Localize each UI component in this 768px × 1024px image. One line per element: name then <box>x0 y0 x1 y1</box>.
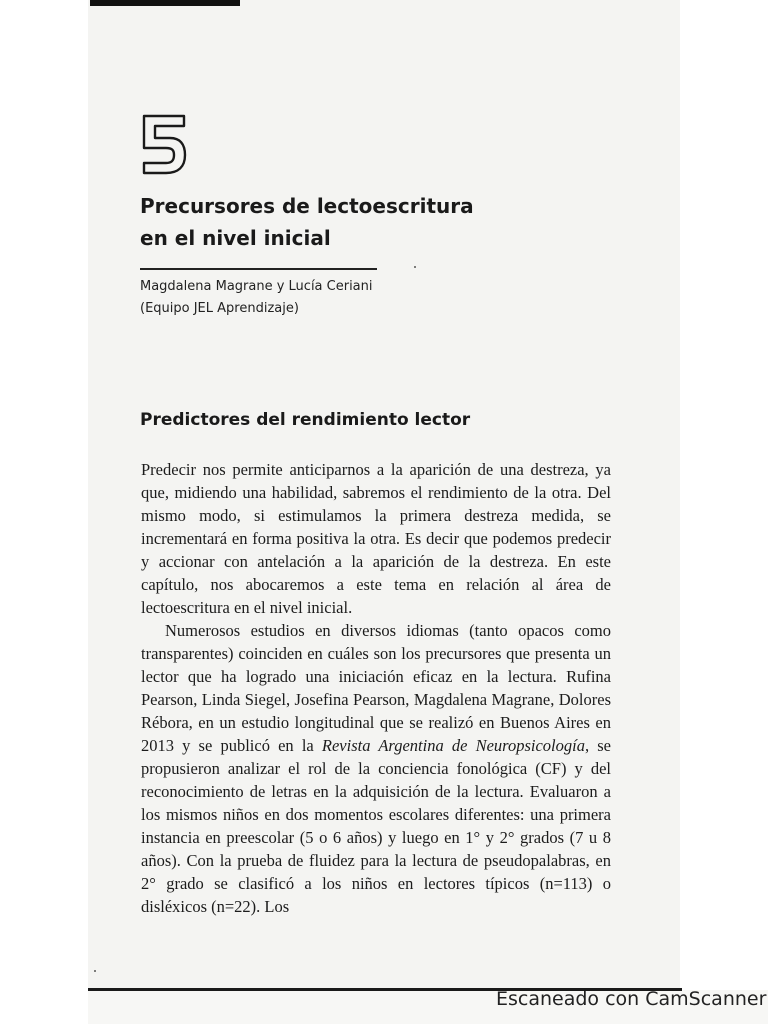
body-text <box>141 458 611 918</box>
authors-block <box>140 276 540 320</box>
scan-speck <box>414 266 416 268</box>
author-team: (Equipo JEL Aprendizaje) <box>140 301 299 316</box>
left-margin <box>0 0 88 1024</box>
paragraph-2-end: , se propusieron analizar el rol de la conciencia fonológica (CF) y del reconocimiento de letras en la adquisición de la lectura. Evaluaron a los mismos niños en dos momentos escolares diferentes: una primera instancia en preescolar (5 o 6 años) y luego en 1° y 2° grados (7 u 8 años). Con la prueba de fluidez para la lectura de pseudopalabras, en 2° grado se clasificó a los niños en lectores típicos (n=113) o disléxicos (n=22). Los <box>141 736 612 916</box>
chapter-title-line-2: en el nivel inicial <box>140 226 331 250</box>
right-margin <box>680 0 768 990</box>
chapter-number-glyph <box>140 112 188 176</box>
paragraph-2 <box>141 619 611 918</box>
paragraph-2-start: Numerosos estudios en diversos idiomas (tanto opacos como transparentes) coinciden en cuáles son los precursores que presenta un lector que ha logrado una iniciación eficaz en la lectura. Rufina Pearson, Linda Siegel, Josefina Pearson, Magdalena Magrane, Dolores Rébora, en un estudio longitudinal que se realizó en Buenos Aires en 2013 y se publicó en la <box>141 621 611 755</box>
scan-edge-top <box>90 0 240 6</box>
title-divider <box>140 268 377 270</box>
chapter-number <box>140 112 188 176</box>
scan-speck <box>94 970 96 972</box>
paragraph-1: Predecir nos permite anticiparnos a la aparición de una destreza, ya que, midiendo una habilidad, sabremos el rendimiento de la otra. Del mismo modo, si estimulamos la primera destreza medida, se incrementará en forma positiva la otra. Es decir que podemos predecir y accionar con antelación a la aparición de la destreza. En este capítulo, nos abocaremos a este tema en relación al área de lectoescritura en el nivel inicial. <box>141 460 611 617</box>
chapter-title-line-1: Precursores de lectoescritura <box>140 194 474 218</box>
journal-title: Revista Argentina de Neuropsicología <box>321 736 585 755</box>
camscanner-watermark: Escaneado con CamScanner <box>496 988 767 1010</box>
chapter-title <box>140 190 540 254</box>
author-names: Magdalena Magrane y Lucía Ceriani <box>140 279 373 294</box>
section-title: Predictores del rendimiento lector <box>140 410 471 430</box>
